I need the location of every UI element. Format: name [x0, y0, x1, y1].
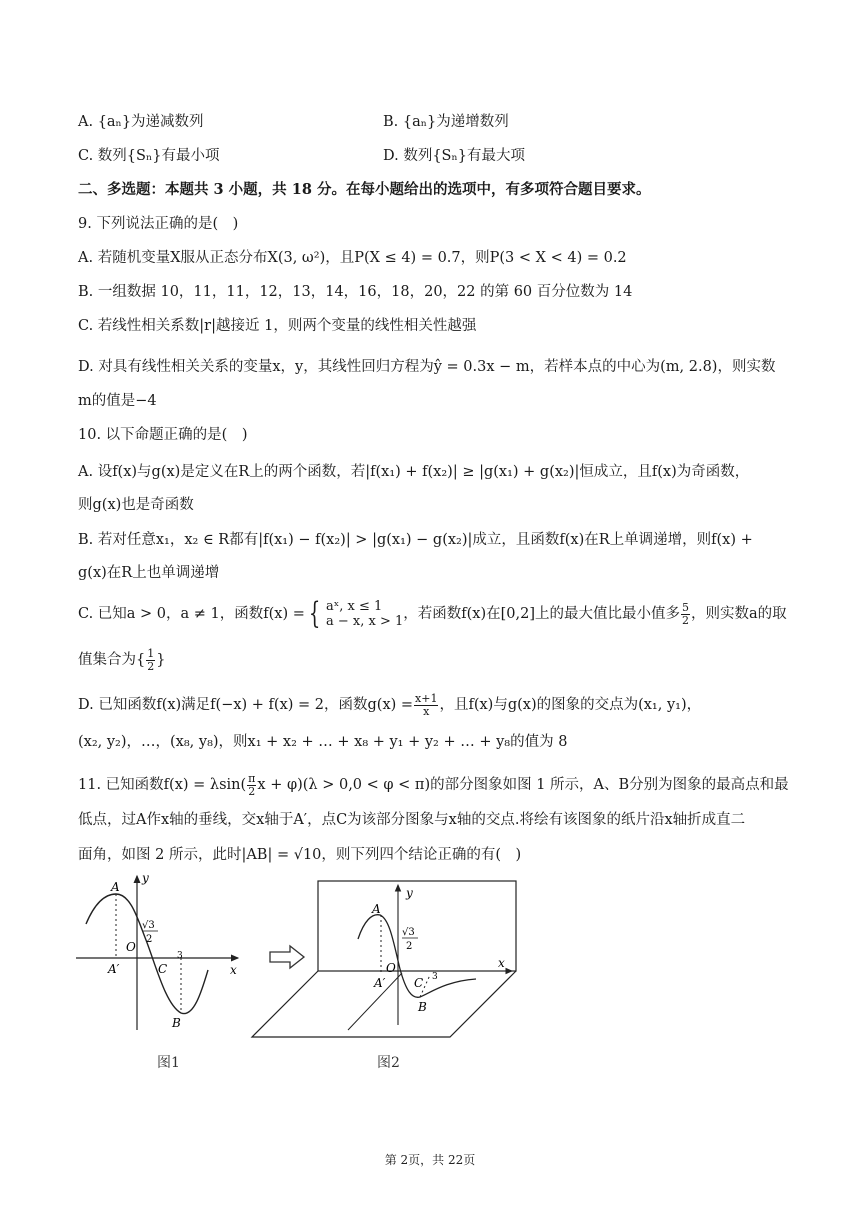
fraction-denominator: x: [423, 704, 430, 718]
q11-line2: 低点，过A作x轴的垂线，交x轴于A′，点C为该部分图象与x轴的交点.将绘有该图象的纸片沿x轴折成直二: [78, 812, 746, 828]
q10-d-suffix: ，且f(x)与g(x)的图象的交点为(x₁, y₁)，: [439, 697, 702, 713]
piecewise-case-1: aˣ, x ≤ 1: [325, 599, 383, 614]
q8-option-c: C. 数列{Sₙ}有最小项: [78, 148, 220, 164]
label-a: A: [372, 902, 381, 916]
vertical-plane: [318, 881, 516, 971]
label-o: O: [126, 940, 136, 954]
q9-option-d-line1: D. 对具有线性相关关系的变量x，y，其线性回归方程为ŷ = 0.3x − m，若样本点的中心为(m, 2.8)，则实数: [78, 359, 776, 375]
q10-option-b-line1: B. 若对任意x₁，x₂ ∈ R都有|f(x₁) − f(x₂)| > |g(x₁) − g(x₂)|成立，且函数f(x)在R上单调递增，则f(x) +: [78, 532, 753, 548]
q11-prefix: 11. 已知函数f(x) = λsin(: [78, 777, 247, 793]
fraction-pi-over-2: [247, 773, 256, 798]
q10-c-prefix: C. 已知a > 0，a ≠ 1，函数f(x) =: [78, 606, 305, 622]
q10-option-c-line1: [78, 596, 787, 632]
q8-option-a: A. {aₙ}为递减数列: [78, 114, 204, 130]
label-b: B: [172, 1016, 181, 1030]
q9-option-a: A. 若随机变量X服从正态分布X(3, ω²)，且P(X ≤ 4) = 0.7，则P(3 < X < 4) = 0.2: [78, 250, 627, 266]
label-c: C: [414, 976, 424, 990]
q10-c2-suffix: }: [156, 652, 166, 668]
figure-1: [76, 870, 246, 1040]
label-y: y: [142, 871, 149, 885]
q10-option-c-line2: [78, 645, 165, 675]
figure-1-caption: 图1: [157, 1055, 180, 1071]
fraction-denominator: 2: [147, 659, 155, 673]
label-y: y: [406, 886, 413, 900]
label-frac-den: 2: [146, 934, 153, 945]
label-x: x: [498, 956, 505, 970]
fraction-x-plus-1-over-x: [414, 693, 438, 718]
q10-option-a-line2: 则g(x)也是奇函数: [78, 497, 194, 513]
label-tick: 3: [432, 972, 438, 982]
label-x: x: [230, 963, 237, 977]
q10-c-suffix: ，则实数a的取: [690, 606, 787, 622]
piecewise-case-2: a − x, x > 1: [325, 614, 404, 629]
fraction-one-half: [146, 648, 155, 673]
q10-c2-prefix: 值集合为{: [78, 652, 146, 668]
label-a-prime: A′: [374, 976, 386, 990]
q11-line1: [78, 770, 789, 800]
label-b: B: [418, 1000, 427, 1014]
sine-curve: [86, 894, 208, 1014]
label-a-prime: A′: [108, 962, 120, 976]
label-frac-num: √3: [402, 927, 415, 938]
q9-option-c: C. 若线性相关系数|r|越接近 1，则两个变量的线性相关性越强: [78, 318, 477, 334]
label-o: O: [386, 961, 396, 975]
fraction-numerator: 5: [681, 600, 689, 614]
q11-suffix: x + φ)(λ > 0,0 < φ < π)的部分图象如图 1 所示，A、B分别为图象的最高点和最: [257, 777, 789, 793]
page-footer: 第 2页，共 22页: [384, 1153, 476, 1167]
piecewise-cases: [326, 599, 403, 629]
figure-2-caption: 图2: [377, 1055, 400, 1071]
figure-2: [250, 875, 540, 1045]
section-heading: 二、多选题：本题共 3 小题，共 18 分。在每小题给出的选项中，有多项符合题目要求。: [78, 181, 651, 198]
fraction-numerator: 1: [147, 646, 155, 660]
q10-option-d-line2: (x₂, y₂)，…，(x₈, y₈)，则x₁ + x₂ + … + x₈ + y₁ + y₂ + … + y₈的值为 8: [78, 734, 568, 750]
fraction-denominator: 2: [681, 613, 689, 627]
fraction-denominator: 2: [248, 784, 256, 798]
fraction-five-halves: [681, 602, 690, 627]
q8-option-b: B. {aₙ}为递增数列: [383, 114, 509, 130]
q10-d-prefix: D. 已知函数f(x)满足f(−x) + f(x) = 2，函数g(x) =: [78, 697, 414, 713]
label-frac-den: 2: [406, 941, 413, 952]
fraction-numerator: π: [248, 771, 256, 785]
label-tick: 3: [177, 951, 183, 961]
q10-option-b-line2: g(x)在R上也单调递增: [78, 565, 220, 581]
label-c: C: [158, 962, 168, 976]
q10-option-a-line1: A. 设f(x)与g(x)是定义在R上的两个函数，若|f(x₁) + f(x₂)| ≥ |g(x₁) + g(x₂)|恒成立，且f(x)为奇函数，: [78, 464, 750, 480]
q9-option-d-line2: m的值是−4: [78, 393, 157, 409]
label-a: A: [111, 880, 120, 894]
fraction-numerator: x+1: [415, 691, 438, 705]
q10-option-d-line1: [78, 690, 701, 720]
q8-option-d: D. 数列{Sₙ}有最大项: [383, 148, 525, 164]
q10-c-middle: ，若函数f(x)在[0,2]上的最大值比最小值多: [403, 606, 680, 622]
label-frac-num: √3: [142, 920, 155, 931]
piecewise-brace: {: [308, 596, 321, 631]
q11-line3: 面角，如图 2 所示，此时|AB| = √10，则下列四个结论正确的有( ): [78, 847, 522, 863]
q9-stem: 9. 下列说法正确的是( ): [78, 216, 239, 232]
q9-option-b: B. 一组数据 10，11，11，12，13，14，16，18，20，22 的第 60 百分位数为 14: [78, 284, 633, 300]
q10-stem: 10. 以下命题正确的是( ): [78, 427, 248, 443]
